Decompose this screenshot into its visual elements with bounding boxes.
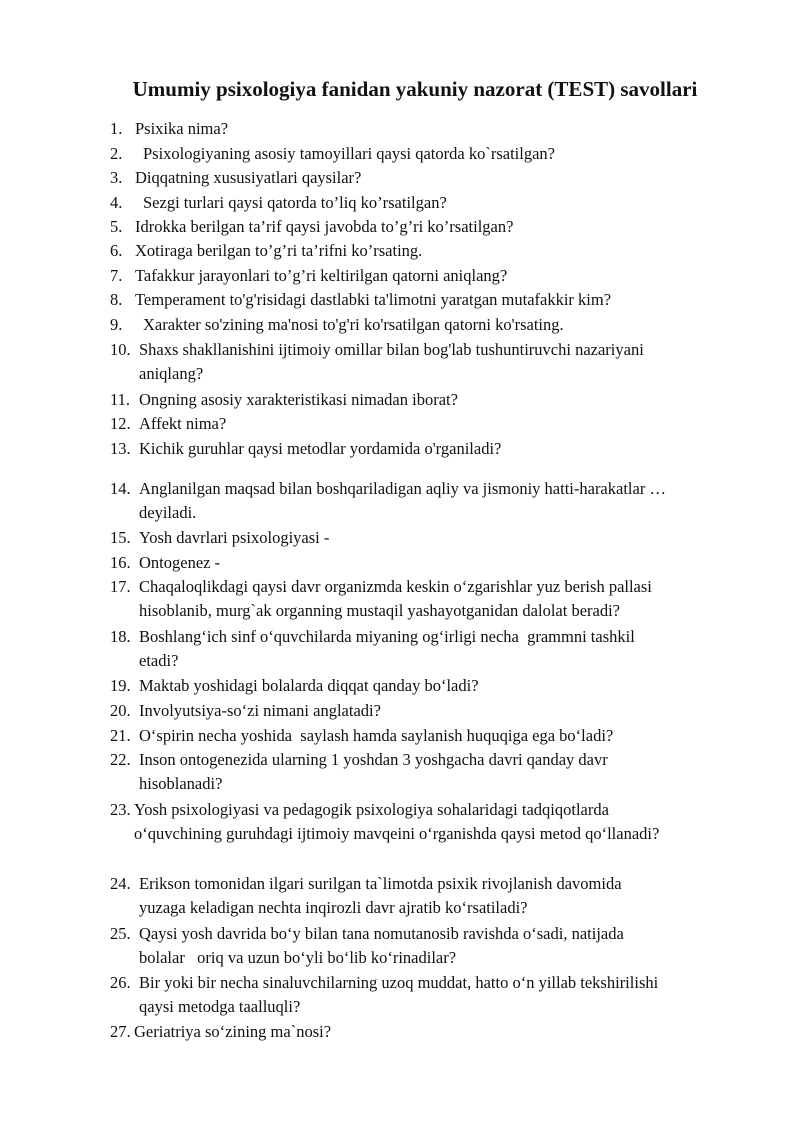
question-text: Inson ontogenezida ularning 1 yoshdan 3 yoshgacha davri qanday davr hisoblanadi? (139, 750, 608, 793)
question-text: Idrokka berilgan ta’rif qaysi javobda to’g’ri ko’rsatilgan? (135, 217, 514, 236)
question-text: Chaqaloqlikdagi qaysi davr organizmda keskin o‘zgarishlar yuz berish pallasi hisoblanib, murg`ak organning mustaqil yashayotganidan dalolat beradi? (139, 577, 652, 620)
question-number: 22. (110, 750, 131, 769)
question-number: 4. (110, 193, 123, 212)
question-number: 19. (110, 676, 131, 695)
question-text: Psixologiyaning asosiy tamoyillari qaysi qatorda ko`rsatilgan? (143, 144, 555, 163)
question-text: Ongning asosiy xarakteristikasi nimadan iborat? (139, 390, 458, 409)
question-text: Diqqatning xususiyatlari qaysilar? (135, 168, 362, 187)
question-number: 8. (110, 290, 123, 309)
question-text: Bir yoki bir necha sinaluvchilarning uzoq muddat, hatto o‘n yillab tekshirilishi qaysi metodga taalluqli? (139, 973, 659, 1016)
question-text: Involyutsiya-so‘zi nimani anglatadi? (139, 701, 381, 720)
question-text: Xarakter so'zining ma'nosi to'g'ri ko'rsatilgan qatorni ko'rsating. (143, 315, 564, 334)
question-text: Affekt nima? (139, 414, 227, 433)
question-text: Maktab yoshidagi bolalarda diqqat qanday bo‘ladi? (139, 676, 479, 695)
question-number: 26. (110, 973, 131, 992)
question-number: 6. (110, 241, 123, 260)
question-text: Yosh psixologiyasi va pedagogik psixologiya sohalaridagi tadqiqotlarda o‘quvchining guruhdagi ijtimoiy mavqeini o‘rganishda qaysi metod qo‘llanadi? (134, 800, 660, 843)
question-number: 23. (110, 800, 131, 819)
question-text: Ontogenez - (139, 553, 221, 572)
question-text: Psixika nima? (135, 119, 229, 138)
question-text: Geriatriya so‘zining ma`nosi? (134, 1022, 332, 1041)
question-number: 11. (110, 390, 131, 409)
question-number: 14. (110, 479, 131, 498)
question-text: Tafakkur jarayonlari to’g’ri keltirilgan qatorni aniqlang? (135, 266, 508, 285)
question-number: 10. (110, 340, 131, 359)
question-number: 2. (110, 144, 123, 163)
question-text: Anglanilgan maqsad bilan boshqariladigan aqliy va jismoniy hatti-harakatlar … deyiladi. (139, 479, 666, 522)
question-number: 21. (110, 726, 131, 745)
question-text: Temperament to'g'risidagi dastlabki ta'limotni yaratgan mutafakkir kim? (135, 290, 612, 309)
question-text: Sezgi turlari qaysi qatorda to’liq ko’rsatilgan? (143, 193, 447, 212)
question-text: Qaysi yosh davrida bo‘y bilan tana nomutanosib ravishda o‘sadi, natijada bolalar oriq va uzun bo‘yli bo‘lib ko‘rinadilar? (139, 924, 624, 967)
question-text: Boshlang‘ich sinf o‘quvchilarda miyaning og‘irligi necha grammni tashkil etadi? (139, 627, 635, 670)
question-number: 1. (110, 119, 123, 138)
question-number: 3. (110, 168, 123, 187)
question-number: 13. (110, 439, 131, 458)
question-number: 27. (110, 1022, 131, 1041)
question-number: 15. (110, 528, 131, 547)
question-text: Yosh davrlari psixologiyasi - (139, 528, 330, 547)
question-number: 18. (110, 627, 131, 646)
question-number: 5. (110, 217, 123, 236)
question-text: Erikson tomonidan ilgari surilgan ta`limotda psixik rivojlanish davomida yuzaga keladigan nechta inqirozli davr ajratib ko‘rsatiladi? (139, 874, 622, 917)
question-number: 17. (110, 577, 131, 596)
question-number: 9. (110, 315, 123, 334)
question-number: 20. (110, 701, 131, 720)
question-text: Shaxs shakllanishini ijtimoiy omillar bilan bog'lab tushuntiruvchi nazariyani aniqlang? (139, 340, 644, 383)
question-number: 12. (110, 414, 131, 433)
question-number: 7. (110, 266, 123, 285)
question-text: Kichik guruhlar qaysi metodlar yordamida o'rganiladi? (139, 439, 502, 458)
question-text: Xotiraga berilgan to’g’ri ta’rifni ko’rsating. (135, 241, 423, 260)
question-number: 24. (110, 874, 131, 893)
question-text: O‘spirin necha yoshida saylash hamda saylanish huquqiga ega bo‘ladi? (139, 726, 614, 745)
question-number: 16. (110, 553, 131, 572)
question-number: 25. (110, 924, 131, 943)
page-title: Umumiy psixologiya fanidan yakuniy nazorat (TEST) savollari (132, 77, 698, 101)
